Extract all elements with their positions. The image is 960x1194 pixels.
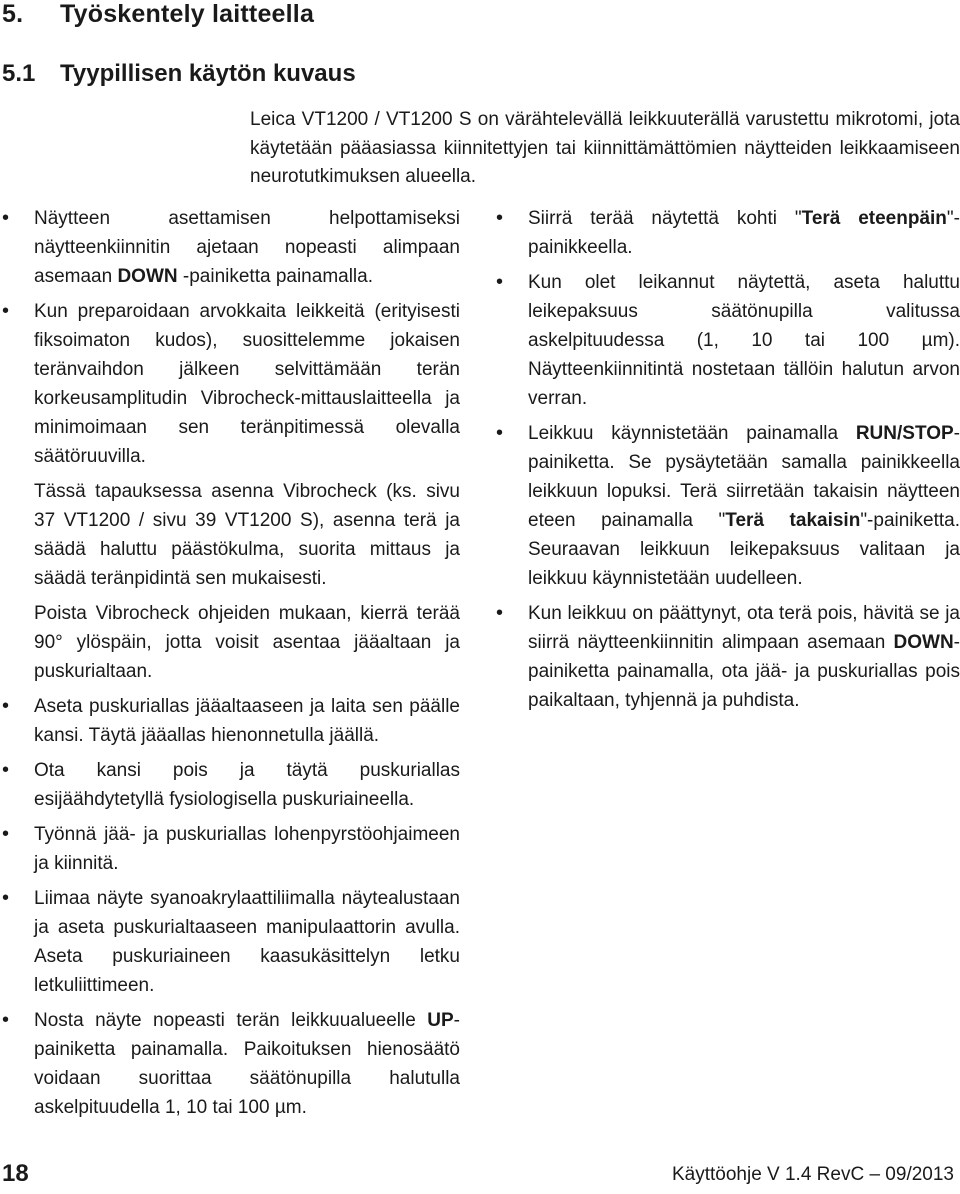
item-text: -painiketta painamalla. Paikoituksen hienosäätö voidaan suorittaa säätönupilla halutulla askelpituudella 1, 10 tai 100 µm.: [34, 1010, 460, 1118]
bullet: •: [496, 271, 504, 293]
item-text: "-painikkeella.: [528, 208, 960, 258]
item-text: Siirrä terää näytettä kohti ": [528, 208, 802, 229]
bullet: •: [2, 207, 10, 229]
button-name-down: DOWN: [893, 632, 954, 653]
chapter-number: 5.: [2, 0, 24, 28]
item-text: Leikkuu käynnistetään painamalla: [528, 423, 856, 444]
item-text: Näytteen asettamisen helpottamiseksi näytteenkiinnitin ajetaan nopeasti alimpaan asemaan: [34, 208, 460, 287]
item-text: Ota kansi pois ja täytä puskuriallas esijäähdytetyllä fysiologisella puskuriaineella.: [34, 760, 460, 810]
button-name-blade-forward: Terä eteenpäin: [801, 208, 947, 229]
button-name-up: UP: [427, 1010, 454, 1031]
item-text: Työnnä jää- ja puskuriallas lohenpyrstöohjaimeen ja kiinnitä.: [34, 824, 460, 874]
bullet: •: [2, 300, 10, 322]
section-title: Tyypillisen käytön kuvaus: [60, 60, 356, 87]
bullet: •: [2, 759, 10, 781]
item-text: Nosta näyte nopeasti terän leikkuualueelle: [34, 1010, 428, 1031]
item-text: Kun olet leikannut näytettä, aseta haluttu leikepaksuus säätönupilla valitussa askelpituudessa (1, 10 tai 100 µm). Näytteenkiinnitintä nostetaan tällöin halutun arvon verran.: [528, 272, 960, 409]
button-name-down: DOWN: [117, 266, 178, 287]
list-item: [0, 884, 460, 1000]
list-item: [0, 756, 460, 814]
bullet: •: [2, 887, 10, 909]
list-item: [0, 820, 460, 878]
item-text: -painiketta. Se pysäytetään samalla painikkeella leikkuun lopuksi. Terä siirretään takaisin näytteen eteen painamalla ": [528, 423, 960, 531]
section-number: 5.1: [2, 60, 36, 87]
bullet: •: [2, 823, 10, 845]
left-column-list: [0, 204, 460, 1128]
list-item: [0, 297, 460, 686]
list-item: [0, 692, 460, 750]
bullet: •: [2, 1009, 10, 1031]
section-heading: [2, 60, 356, 88]
footer-document-info: Käyttöohje V 1.4 RevC – 09/2013: [671, 1164, 954, 1185]
item-paragraph: Poista Vibrocheck ohjeiden mukaan, kierrä terää 90° ylöspäin, jotta voisit asentaa jääaltaan ja puskurialtaan.: [34, 603, 460, 682]
list-item: [0, 204, 460, 291]
intro-paragraph: Leica VT1200 / VT1200 S on värähtelevällä leikkuuterällä varustettu mikrotomi, jota käytetään pääasiassa kiinnitettyjen tai kiinnittämättömien näytteiden leikkaamiseen neurotutkimuksen alueella.: [250, 109, 960, 187]
chapter-title: Työskentely laitteella: [60, 0, 315, 28]
list-item: [494, 419, 960, 593]
button-name-run-stop: RUN/STOP: [855, 423, 954, 444]
item-paragraph: Kun preparoidaan arvokkaita leikkeitä (erityisesti fiksoimaton kudos), suosittelemme jokaisen teränvaihdon jälkeen selvittämään terän korkeusamplitudin Vibrocheck-mittauslaitteella ja minimoimaan sen teränpitimessä olevalla säätöruuvilla.: [34, 301, 460, 467]
list-item: [494, 599, 960, 715]
bullet: •: [496, 422, 504, 444]
item-text: -painiketta painamalla, ota jää- ja puskuriallas pois paikaltaan, tyhjennä ja puhdista.: [528, 632, 960, 711]
item-text: Aseta puskuriallas jääaltaaseen ja laita sen päälle kansi. Täytä jääallas hienonnetulla jäällä.: [34, 696, 460, 746]
list-item: [0, 1006, 460, 1122]
item-text: -painiketta painamalla.: [177, 266, 373, 287]
right-column-list: [494, 204, 960, 721]
button-name-blade-back: Terä takaisin: [725, 510, 861, 531]
list-item: [494, 268, 960, 413]
item-text: Liimaa näyte syanoakrylaattiliimalla näytealustaan ja aseta puskurialtaaseen manipulaattorin avulla. Aseta puskuriaineen kaasukäsittelyn letku letkuliittimeen.: [34, 888, 460, 996]
bullet: •: [496, 207, 504, 229]
item-text: "-painiketta. Seuraavan leikkuun leikepaksuus valitaan ja leikkuu käynnistetään uudelleen.: [528, 510, 960, 589]
bullet: •: [2, 695, 10, 717]
chapter-heading: [2, 0, 314, 29]
item-paragraph: Tässä tapauksessa asenna Vibrocheck (ks. sivu 37 VT1200 / sivu 39 VT1200 S), asenna terä ja säädä haluttu päästökulma, suorita mittaus ja säädä teränpidintä sen mukaisesti.: [34, 481, 460, 589]
page-number: 18: [2, 1160, 29, 1187]
bullet: •: [496, 602, 504, 624]
list-item: [494, 204, 960, 262]
item-text: Kun leikkuu on päättynyt, ota terä pois, hävitä se ja siirrä näytteenkiinnitin alimpaan asemaan: [528, 603, 960, 653]
